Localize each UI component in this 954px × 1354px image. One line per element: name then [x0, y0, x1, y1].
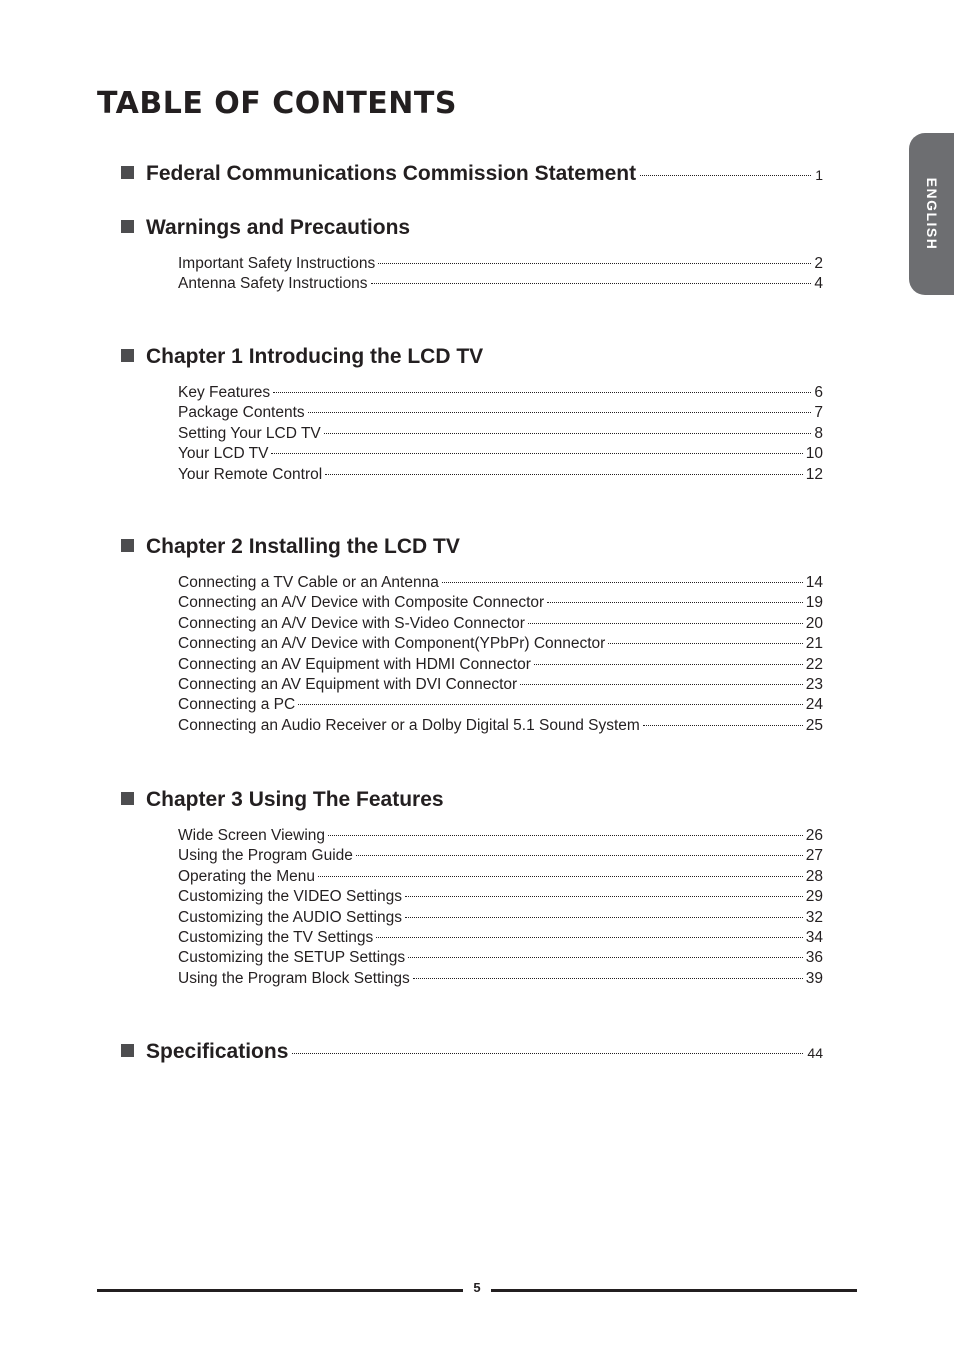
toc-section-chapter-1 — [121, 345, 823, 486]
entry-page-number: 20 — [805, 614, 823, 632]
dot-leader — [413, 978, 803, 979]
entry-title: Connecting an Audio Receiver or a Dolby Digital 5.1 Sound System — [178, 716, 640, 734]
footer-rule-left — [97, 1289, 463, 1292]
entry-page-number: 34 — [805, 928, 823, 946]
toc-entry[interactable] — [178, 970, 823, 990]
entry-title: Using the Program Block Settings — [178, 969, 410, 987]
entry-list — [121, 827, 823, 990]
entry-title: Using the Program Guide — [178, 847, 353, 865]
section-title: Federal Communications Commission Statement — [146, 162, 637, 185]
toc-entry[interactable] — [178, 574, 823, 594]
entry-page-number: 2 — [814, 255, 823, 272]
section-title: Chapter 2 Installing the LCD TV — [146, 535, 460, 558]
entry-title: Important Safety Instructions — [178, 255, 376, 272]
entry-page-number: 22 — [805, 655, 823, 673]
entry-title: Customizing the TV Settings — [178, 928, 374, 946]
toc-entry[interactable] — [178, 909, 823, 929]
toc-entry[interactable] — [178, 868, 823, 888]
dot-leader — [271, 453, 802, 454]
entry-title: Connecting a PC — [178, 696, 296, 714]
entry-title: Connecting a TV Cable or an Antenna — [178, 574, 439, 591]
section-page-number: 44 — [807, 1045, 823, 1061]
toc-entry[interactable] — [178, 717, 823, 737]
entry-title: Operating the Menu — [178, 867, 316, 885]
toc-entry[interactable] — [178, 847, 823, 867]
section-title: Chapter 1 Introducing the LCD TV — [146, 345, 484, 368]
toc-entry[interactable] — [178, 676, 823, 696]
section-title: Chapter 3 Using The Features — [146, 788, 444, 811]
toc-section-specifications — [121, 1040, 823, 1070]
dot-leader — [324, 433, 812, 434]
toc-entry[interactable] — [178, 255, 823, 275]
entry-title: Customizing the VIDEO Settings — [178, 888, 402, 906]
section-heading[interactable] — [121, 162, 823, 192]
toc-entry[interactable] — [178, 594, 823, 614]
dot-leader — [528, 623, 803, 624]
toc-entry[interactable] — [178, 275, 823, 295]
toc-section-fcc — [121, 162, 823, 192]
dot-leader — [520, 684, 803, 685]
dot-leader — [442, 582, 803, 583]
entry-title: Package Contents — [178, 404, 305, 422]
entry-title: Customizing the AUDIO Settings — [178, 908, 402, 926]
entry-page-number: 32 — [805, 908, 823, 926]
entry-list — [121, 574, 823, 737]
toc-entry[interactable] — [178, 696, 823, 716]
entry-title: Wide Screen Viewing — [178, 827, 326, 844]
entry-title: Connecting an A/V Device with S-Video Connector — [178, 614, 525, 632]
language-tab — [909, 133, 954, 295]
section-title: Specifications — [146, 1040, 289, 1063]
entry-title: Your LCD TV — [178, 445, 269, 463]
language-tab-label: ENGLISH — [923, 177, 940, 251]
dot-leader — [608, 643, 802, 644]
entry-page-number: 6 — [814, 384, 823, 401]
dot-leader — [328, 835, 803, 836]
dot-leader — [376, 937, 802, 938]
entry-page-number: 19 — [805, 594, 823, 612]
dot-leader — [378, 263, 811, 264]
entry-title: Setting Your LCD TV — [178, 424, 321, 442]
page-number: 5 — [473, 1280, 481, 1295]
dot-leader — [534, 664, 803, 665]
toc-entry[interactable] — [178, 827, 823, 847]
dot-leader — [308, 412, 812, 413]
dot-leader — [298, 704, 803, 705]
toc-entry[interactable] — [178, 888, 823, 908]
entry-page-number: 7 — [814, 404, 823, 422]
dot-leader — [325, 474, 803, 475]
toc-entry[interactable] — [178, 656, 823, 676]
dot-leader — [292, 1053, 803, 1054]
toc-entry[interactable] — [178, 445, 823, 465]
entry-title: Connecting an AV Equipment with DVI Connector — [178, 675, 518, 693]
entry-title: Your Remote Control — [178, 465, 323, 483]
square-bullet-icon — [121, 349, 134, 362]
toc-section-warnings — [121, 216, 823, 296]
entry-title: Antenna Safety Instructions — [178, 275, 368, 293]
entry-page-number: 29 — [805, 888, 823, 906]
square-bullet-icon — [121, 1044, 134, 1057]
dot-leader — [356, 855, 803, 856]
entry-page-number: 21 — [805, 635, 823, 653]
entry-page-number: 26 — [805, 827, 823, 844]
entry-page-number: 23 — [805, 675, 823, 693]
dot-leader — [273, 392, 811, 393]
entry-list — [121, 384, 823, 486]
entry-title: Key Features — [178, 384, 271, 401]
entry-page-number: 39 — [805, 969, 823, 987]
entry-page-number: 36 — [805, 949, 823, 967]
toc-entry[interactable] — [178, 425, 823, 445]
dot-leader — [408, 957, 803, 958]
toc-entry[interactable] — [178, 615, 823, 635]
toc-entry[interactable] — [178, 949, 823, 969]
toc-section-chapter-2 — [121, 535, 823, 737]
entry-page-number: 8 — [814, 424, 823, 442]
entry-page-number: 27 — [805, 847, 823, 865]
section-title: Warnings and Precautions — [146, 216, 411, 239]
square-bullet-icon — [121, 539, 134, 552]
page-title: TABLE OF CONTENTS — [97, 86, 457, 121]
section-heading — [121, 345, 823, 375]
toc-entry[interactable] — [178, 384, 823, 404]
entry-page-number: 25 — [805, 716, 823, 734]
dot-leader — [547, 602, 803, 603]
entry-page-number: 10 — [805, 445, 823, 463]
toc-section-chapter-3 — [121, 788, 823, 990]
entry-page-number: 4 — [814, 275, 823, 293]
entry-page-number: 28 — [805, 867, 823, 885]
entry-page-number: 24 — [805, 696, 823, 714]
toc-entry[interactable] — [178, 929, 823, 949]
entry-title: Connecting an AV Equipment with HDMI Connector — [178, 655, 531, 673]
dot-leader — [405, 896, 803, 897]
toc-entry[interactable] — [178, 635, 823, 655]
entry-list — [121, 255, 823, 296]
footer-rule-right — [491, 1289, 857, 1292]
entry-title: Connecting an A/V Device with Composite Connector — [178, 594, 545, 612]
section-heading — [121, 216, 823, 246]
section-heading — [121, 535, 823, 565]
dot-leader — [371, 283, 812, 284]
toc-entry[interactable] — [178, 404, 823, 424]
section-page-number: 1 — [815, 167, 823, 183]
dot-leader — [640, 175, 811, 176]
dot-leader — [318, 876, 803, 877]
entry-page-number: 14 — [805, 574, 823, 591]
square-bullet-icon — [121, 166, 134, 179]
entry-title: Customizing the SETUP Settings — [178, 949, 406, 967]
toc-entry[interactable] — [178, 466, 823, 486]
section-heading — [121, 788, 823, 818]
entry-page-number: 12 — [805, 465, 823, 483]
square-bullet-icon — [121, 220, 134, 233]
entry-title: Connecting an A/V Device with Component(YPbPr) Connector — [178, 635, 606, 653]
dot-leader — [643, 725, 803, 726]
dot-leader — [405, 917, 803, 918]
square-bullet-icon — [121, 792, 134, 805]
section-heading[interactable] — [121, 1040, 823, 1070]
